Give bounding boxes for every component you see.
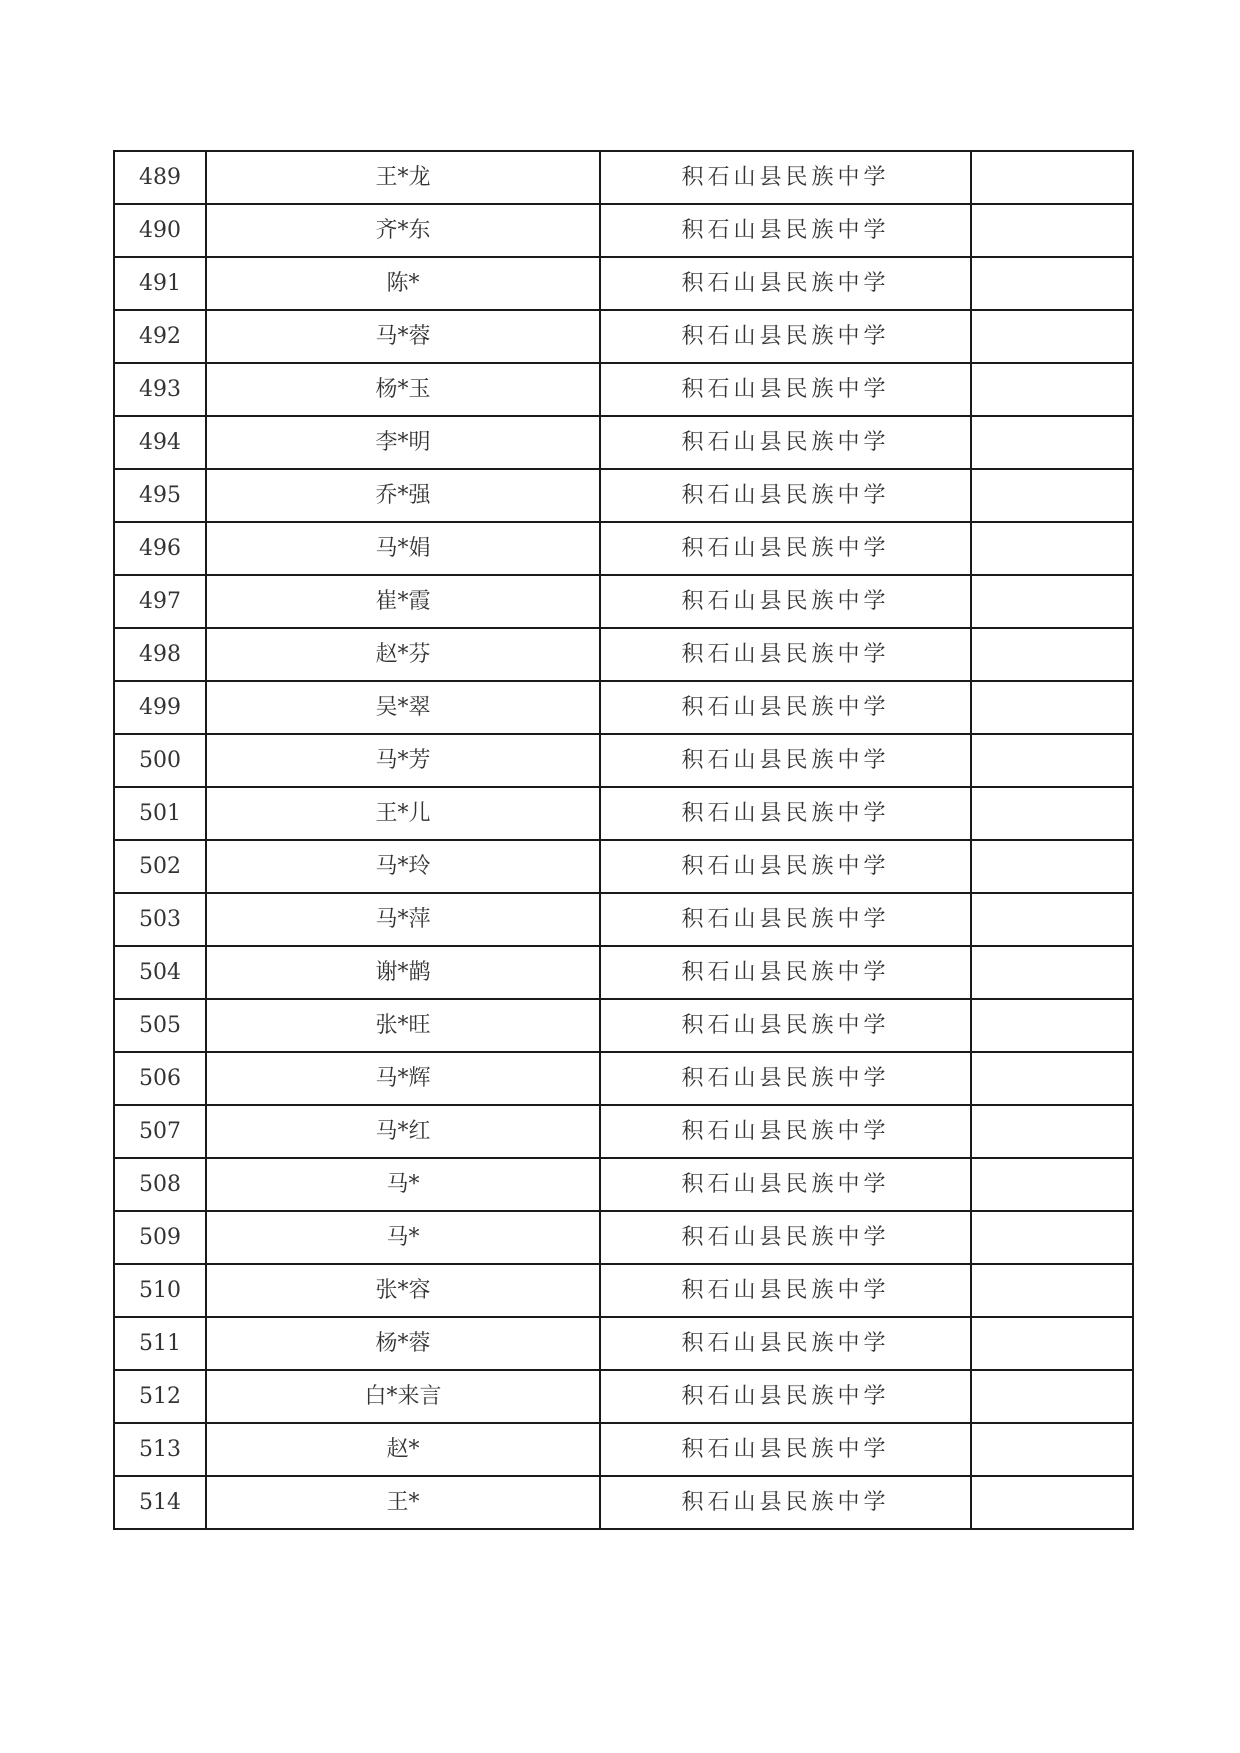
table-row [114,257,1133,310]
school-name-cell: 积石山县民族中学 [600,1370,971,1423]
remark-cell [971,522,1133,575]
table-row [114,681,1133,734]
row-index-cell: 498 [114,628,206,681]
school-name-cell: 积石山县民族中学 [600,999,971,1052]
school-name-cell: 积石山县民族中学 [600,1317,971,1370]
remark-cell [971,310,1133,363]
row-index-cell: 496 [114,522,206,575]
table-row [114,1052,1133,1105]
school-name-cell: 积石山县民族中学 [600,787,971,840]
school-name-cell: 积石山县民族中学 [600,681,971,734]
row-index-cell: 503 [114,893,206,946]
school-name-cell: 积石山县民族中学 [600,575,971,628]
remark-cell [971,946,1133,999]
school-name-cell: 积石山县民族中学 [600,1105,971,1158]
row-index-cell: 489 [114,151,206,204]
remark-cell [971,734,1133,787]
remark-cell [971,999,1133,1052]
table-row [114,946,1133,999]
student-name-cell: 马*辉 [206,1052,600,1105]
student-name-cell: 乔*强 [206,469,600,522]
remark-cell [971,628,1133,681]
remark-cell [971,363,1133,416]
school-name-cell: 积石山县民族中学 [600,204,971,257]
table-row [114,1211,1133,1264]
row-index-cell: 501 [114,787,206,840]
student-name-cell: 马*娟 [206,522,600,575]
row-index-cell: 510 [114,1264,206,1317]
row-index-cell: 491 [114,257,206,310]
school-name-cell: 积石山县民族中学 [600,1158,971,1211]
student-name-cell: 马*芳 [206,734,600,787]
row-index-cell: 511 [114,1317,206,1370]
school-name-cell: 积石山县民族中学 [600,1264,971,1317]
table-row [114,151,1133,204]
school-name-cell: 积石山县民族中学 [600,840,971,893]
school-name-cell: 积石山县民族中学 [600,628,971,681]
remark-cell [971,575,1133,628]
table-row [114,363,1133,416]
remark-cell [971,1105,1133,1158]
table-row [114,999,1133,1052]
row-index-cell: 494 [114,416,206,469]
school-name-cell: 积石山县民族中学 [600,893,971,946]
row-index-cell: 490 [114,204,206,257]
row-index-cell: 509 [114,1211,206,1264]
school-name-cell: 积石山县民族中学 [600,416,971,469]
student-name-cell: 王*儿 [206,787,600,840]
remark-cell [971,151,1133,204]
table-row [114,893,1133,946]
row-index-cell: 514 [114,1476,206,1529]
table-row [114,1476,1133,1529]
table-row [114,522,1133,575]
school-name-cell: 积石山县民族中学 [600,1476,971,1529]
school-name-cell: 积石山县民族中学 [600,257,971,310]
remark-cell [971,787,1133,840]
table-row [114,1105,1133,1158]
row-index-cell: 505 [114,999,206,1052]
remark-cell [971,1264,1133,1317]
school-name-cell: 积石山县民族中学 [600,151,971,204]
row-index-cell: 506 [114,1052,206,1105]
student-name-cell: 杨*蓉 [206,1317,600,1370]
student-name-cell: 赵* [206,1423,600,1476]
row-index-cell: 504 [114,946,206,999]
school-name-cell: 积石山县民族中学 [600,946,971,999]
row-index-cell: 502 [114,840,206,893]
school-name-cell: 积石山县民族中学 [600,1423,971,1476]
table-row [114,628,1133,681]
table-row [114,1264,1133,1317]
remark-cell [971,257,1133,310]
student-name-cell: 马*蓉 [206,310,600,363]
remark-cell [971,1317,1133,1370]
row-index-cell: 499 [114,681,206,734]
student-name-cell: 崔*霞 [206,575,600,628]
remark-cell [971,893,1133,946]
student-name-cell: 张*旺 [206,999,600,1052]
table-row [114,1158,1133,1211]
school-name-cell: 积石山县民族中学 [600,1052,971,1105]
school-name-cell: 积石山县民族中学 [600,522,971,575]
student-name-cell: 白*来言 [206,1370,600,1423]
student-name-cell: 王*龙 [206,151,600,204]
row-index-cell: 500 [114,734,206,787]
roster-table [113,150,1134,1530]
table-row [114,840,1133,893]
table-row [114,416,1133,469]
school-name-cell: 积石山县民族中学 [600,734,971,787]
remark-cell [971,1211,1133,1264]
remark-cell [971,1476,1133,1529]
student-name-cell: 张*容 [206,1264,600,1317]
row-index-cell: 492 [114,310,206,363]
row-index-cell: 512 [114,1370,206,1423]
table-row [114,787,1133,840]
school-name-cell: 积石山县民族中学 [600,1211,971,1264]
roster-table-body [114,151,1133,1529]
student-name-cell: 赵*芬 [206,628,600,681]
row-index-cell: 513 [114,1423,206,1476]
remark-cell [971,416,1133,469]
school-name-cell: 积石山县民族中学 [600,363,971,416]
row-index-cell: 508 [114,1158,206,1211]
student-name-cell: 马*玲 [206,840,600,893]
student-name-cell: 马*萍 [206,893,600,946]
table-row [114,469,1133,522]
remark-cell [971,1052,1133,1105]
table-row [114,734,1133,787]
student-name-cell: 马* [206,1211,600,1264]
student-name-cell: 杨*玉 [206,363,600,416]
school-name-cell: 积石山县民族中学 [600,310,971,363]
student-name-cell: 谢*鹋 [206,946,600,999]
remark-cell [971,469,1133,522]
row-index-cell: 507 [114,1105,206,1158]
row-index-cell: 493 [114,363,206,416]
student-name-cell: 李*明 [206,416,600,469]
remark-cell [971,204,1133,257]
row-index-cell: 495 [114,469,206,522]
table-row [114,575,1133,628]
table-row [114,1317,1133,1370]
remark-cell [971,1158,1133,1211]
remark-cell [971,1423,1133,1476]
remark-cell [971,1370,1133,1423]
row-index-cell: 497 [114,575,206,628]
student-name-cell: 马*红 [206,1105,600,1158]
student-name-cell: 王* [206,1476,600,1529]
remark-cell [971,681,1133,734]
table-row [114,310,1133,363]
student-name-cell: 陈* [206,257,600,310]
remark-cell [971,840,1133,893]
student-name-cell: 齐*东 [206,204,600,257]
table-row [114,204,1133,257]
student-name-cell: 吴*翠 [206,681,600,734]
table-row [114,1370,1133,1423]
student-name-cell: 马* [206,1158,600,1211]
table-row [114,1423,1133,1476]
school-name-cell: 积石山县民族中学 [600,469,971,522]
